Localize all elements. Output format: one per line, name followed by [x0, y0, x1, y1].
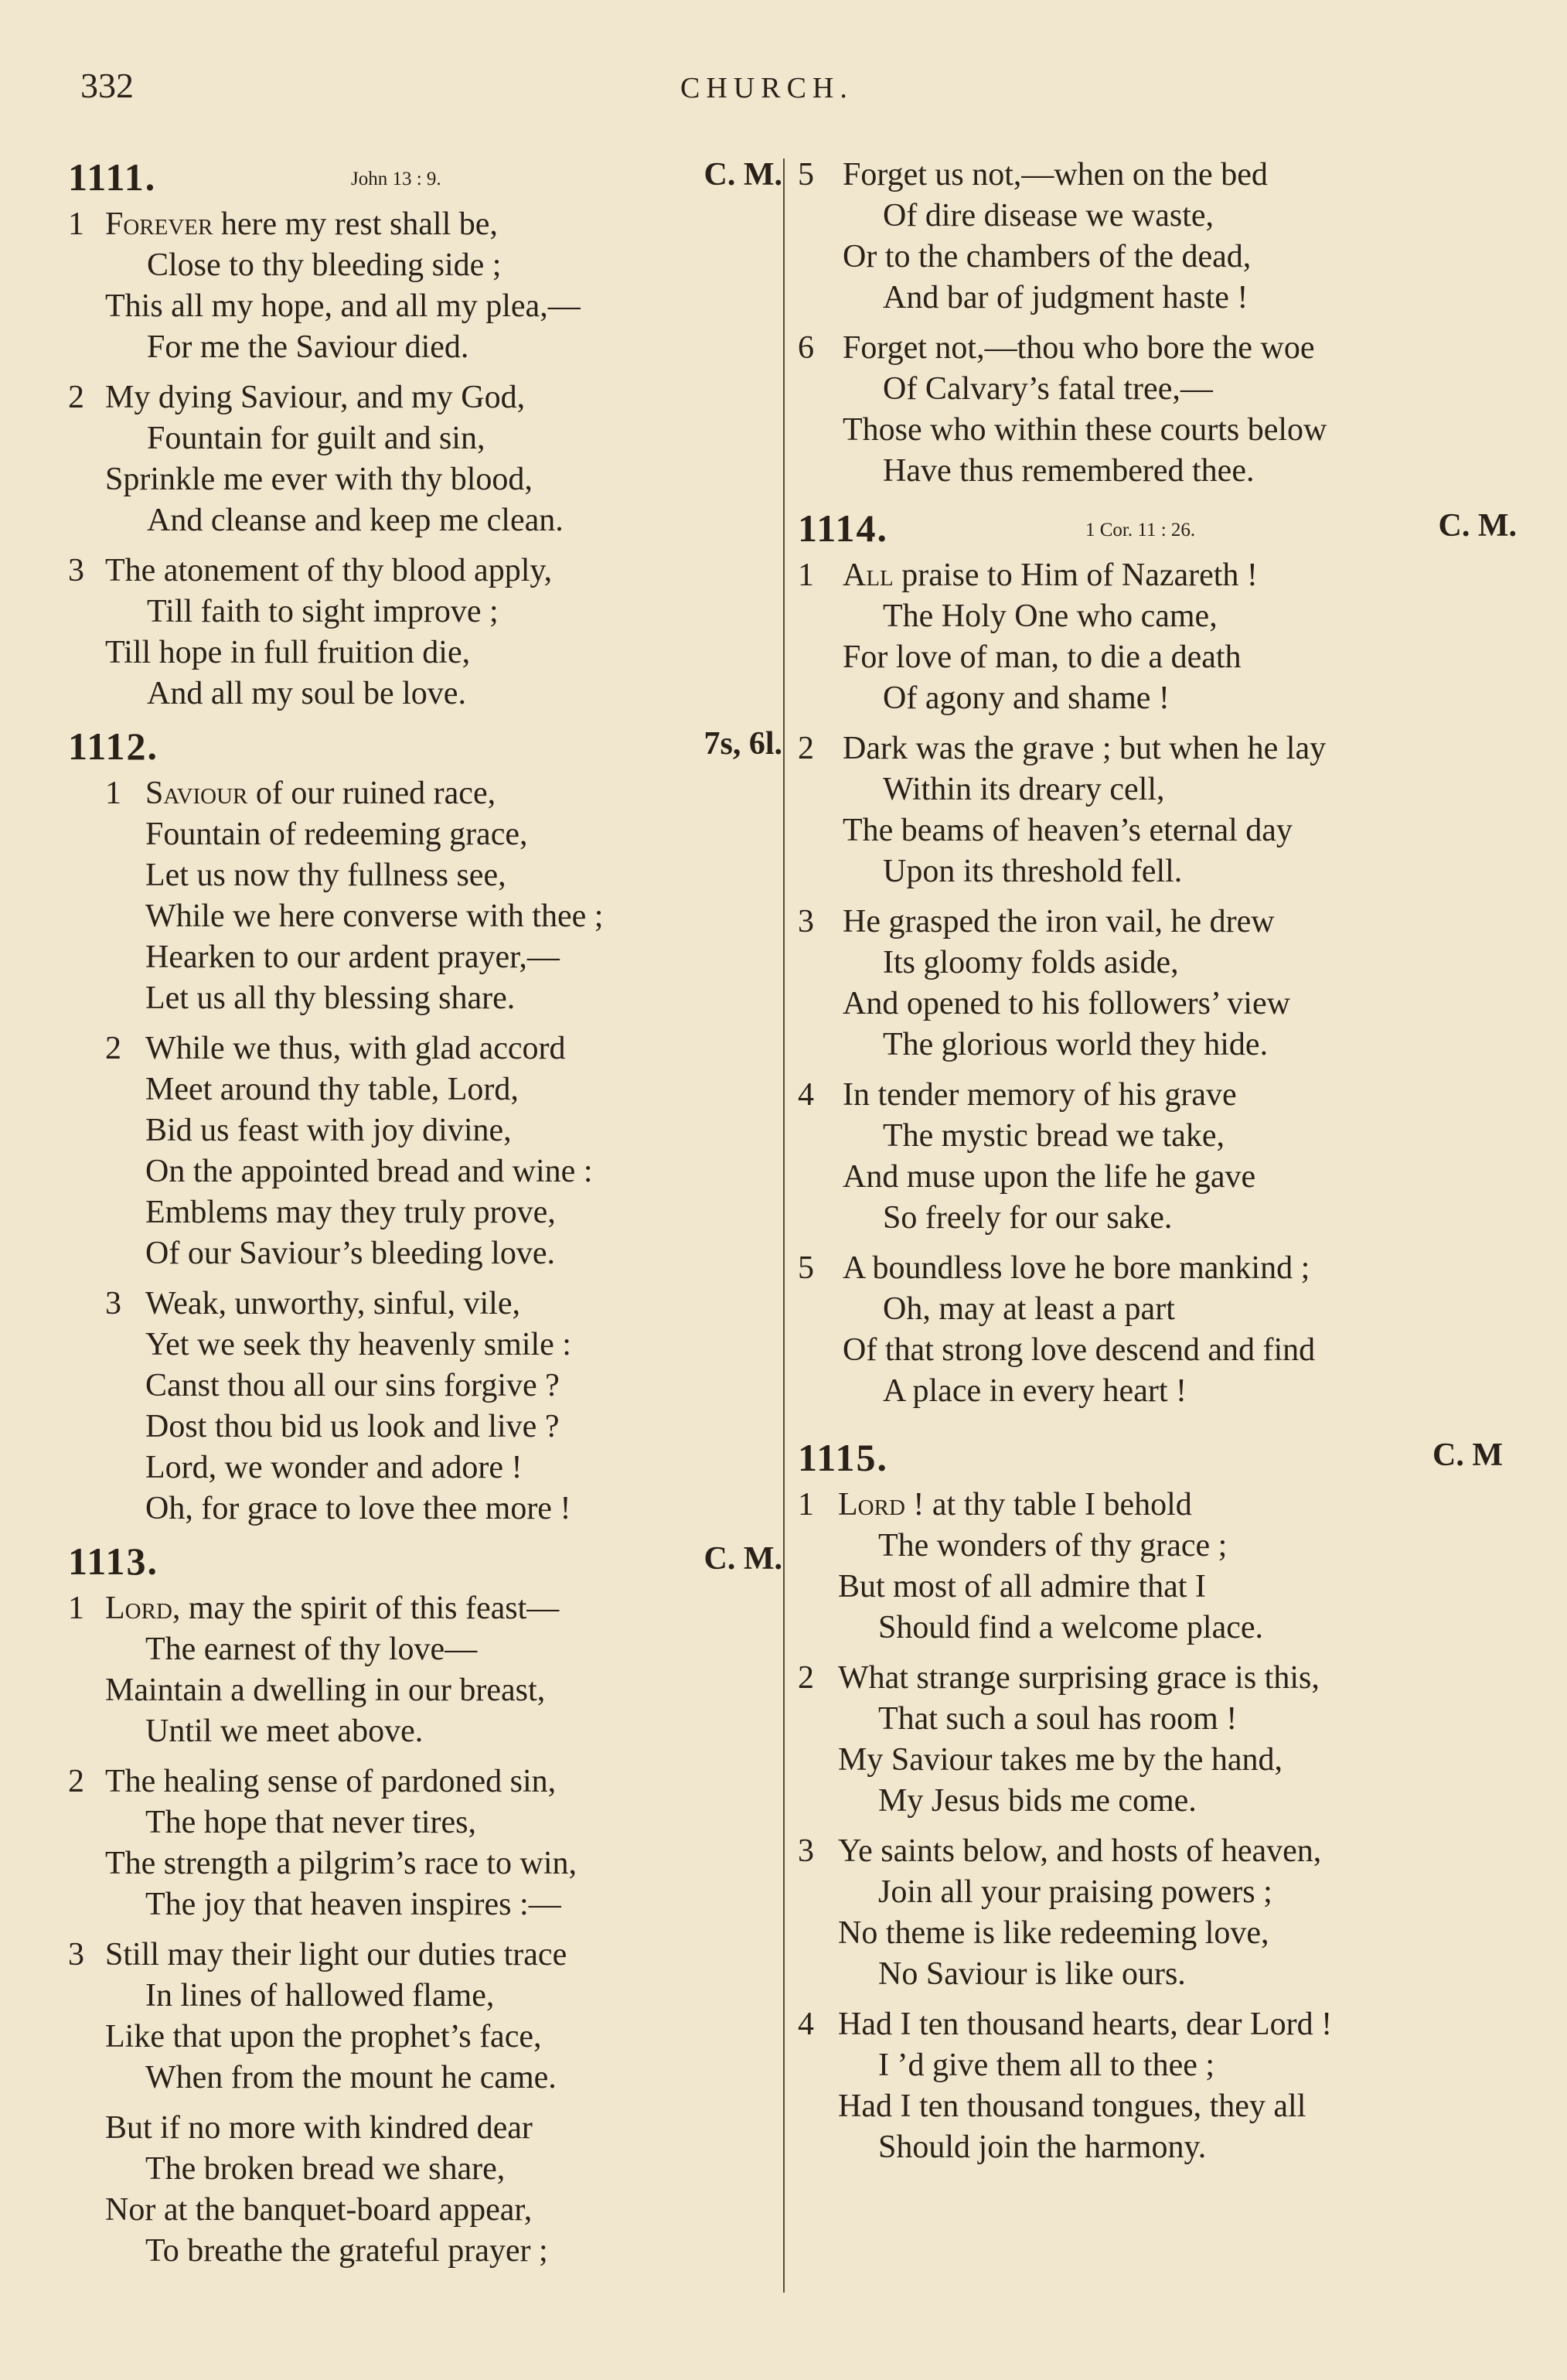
verse-line: Forget us not,—when on the bed — [843, 157, 1268, 193]
hymn-1115 — [798, 1435, 1517, 2168]
verse-line — [105, 1588, 779, 1629]
verse-line: And opened to his followers’ view — [843, 986, 1290, 1021]
verse-line: Yet we seek thy heavenly smile : — [145, 1327, 571, 1362]
stanza-number: 3 — [68, 1937, 84, 1973]
verse-line: The broken bread we share, — [145, 2151, 506, 2187]
left-column — [68, 155, 782, 2281]
stanza — [68, 1588, 779, 1752]
verse-line: Should join the harmony. — [878, 2129, 1207, 2165]
verse-line: Let us all thy blessing share. — [145, 980, 516, 1016]
verse-line: The atonement of thy blood apply, — [105, 553, 553, 588]
stanza-number: 3 — [68, 553, 84, 588]
verse-line: The strength a pilgrim’s race to win, — [105, 1846, 577, 1881]
stanza-number: 1 — [798, 1487, 814, 1522]
verse-line: No Saviour is like ours. — [878, 1956, 1186, 1992]
verse-line: My Saviour takes me by the hand, — [838, 1742, 1283, 1778]
verse-line: And cleanse and keep me clean. — [147, 503, 564, 538]
verse-line: While we here converse with thee ; — [145, 898, 604, 934]
verse-line: Till hope in full fruition die, — [105, 635, 471, 670]
stanza — [798, 328, 1517, 492]
verse-line: The earnest of thy love— — [145, 1632, 478, 1667]
verse-line: Weak, unworthy, sinful, vile, — [145, 1286, 520, 1321]
verse-line: Lord, we wonder and adore ! — [145, 1450, 523, 1485]
stanza — [68, 2108, 779, 2272]
verse-line: The joy that heaven inspires :— — [145, 1887, 561, 1922]
hymn-number: 1115. — [798, 1436, 888, 1479]
verse-line: A place in every heart ! — [883, 1373, 1187, 1409]
verse-line: Maintain a dwelling in our breast, — [105, 1672, 546, 1708]
stanza-number: 5 — [798, 157, 814, 193]
stanza — [798, 1485, 1517, 1649]
first-word: Lord — [105, 1591, 172, 1626]
verse-line: Dost thou bid us look and live ? — [145, 1409, 560, 1444]
verse-line: What strange surprising grace is this, — [838, 1660, 1320, 1696]
verse-line: Like that upon the prophet’s face, — [105, 2019, 542, 2054]
verse-line: Of our Saviour’s bleeding love. — [145, 1236, 555, 1271]
verse-line: Within its dreary cell, — [883, 772, 1165, 807]
hymn-meter: 7s, 6l. — [703, 726, 782, 762]
stanza-number: 2 — [798, 1660, 814, 1696]
stanza — [68, 1761, 779, 1925]
verse-line: So freely for our sake. — [883, 1200, 1173, 1236]
scripture-reference: John 13 : 9. — [351, 169, 441, 189]
verse-line — [843, 555, 1517, 596]
verse-line: When from the mount he came. — [145, 2060, 557, 2095]
verse-line: Or to the chambers of the dead, — [843, 239, 1252, 274]
hymn-1113-continued — [798, 155, 1517, 492]
verse-line: Have thus remembered thee. — [883, 453, 1255, 489]
verse-line: The mystic bread we take, — [883, 1118, 1225, 1154]
verse-line: To breathe the grateful prayer ; — [145, 2233, 548, 2269]
stanza — [68, 1935, 779, 2099]
stanza — [798, 2004, 1517, 2168]
verse-line: Had I ten thousand tongues, they all — [838, 2088, 1306, 2124]
verse-line: Oh, may at least a part — [883, 1291, 1175, 1327]
stanza — [68, 773, 779, 1019]
verse-line — [145, 773, 779, 814]
verse-line: Sprinkle me ever with thy blood, — [105, 462, 533, 497]
stanza — [798, 728, 1517, 892]
stanza-number: 2 — [68, 380, 84, 415]
stanza-number: 4 — [798, 1077, 814, 1113]
verse-line: The beams of heaven’s eternal day — [843, 813, 1293, 848]
stanza — [68, 1284, 779, 1529]
line-text: of our ruined race, — [247, 776, 496, 811]
verse-line: While we thus, with glad accord — [145, 1031, 566, 1066]
verse-line: Until we meet above. — [145, 1713, 424, 1749]
line-text: praise to Him of Nazareth ! — [893, 557, 1258, 593]
verse-line: Of dire disease we waste, — [883, 198, 1214, 234]
verse-line: Till faith to sight improve ; — [147, 594, 499, 629]
stanza — [68, 551, 779, 714]
stanza-number: 4 — [798, 2007, 814, 2042]
column-divider — [783, 159, 785, 2293]
hymn-number: 1114. — [798, 506, 888, 550]
verse-line: But if no more with kindred dear — [105, 2110, 533, 2146]
stanza-number: 5 — [798, 1250, 814, 1286]
verse-line: For love of man, to die a death — [843, 639, 1242, 675]
verse-line: Hearken to our ardent prayer,— — [145, 939, 560, 975]
verse-line: Of that strong love descend and find — [843, 1332, 1316, 1368]
stanza — [798, 902, 1517, 1066]
hymn-header — [798, 1435, 1517, 1485]
verse-line: That such a soul has room ! — [878, 1701, 1238, 1737]
verse-line: Had I ten thousand hearts, dear Lord ! — [838, 2007, 1333, 2042]
stanza-number: 1 — [68, 206, 84, 242]
stanza — [68, 1028, 779, 1274]
stanza — [798, 155, 1517, 319]
verse-line: The Holy One who came, — [883, 598, 1218, 634]
verse-line: Bid us feast with joy divine, — [145, 1113, 512, 1148]
hymn-1112 — [68, 724, 782, 1529]
verse-line: Its gloomy folds aside, — [883, 945, 1179, 980]
stanza — [798, 1248, 1517, 1412]
stanza-number: 2 — [798, 731, 814, 766]
verse-line: Emblems may they truly prove, — [145, 1195, 556, 1230]
stanza — [798, 555, 1517, 719]
hymn-meter: C. M — [1432, 1437, 1503, 1473]
verse-line: Canst thou all our sins forgive ? — [145, 1368, 560, 1403]
verse-line: No theme is like redeeming love, — [838, 1915, 1269, 1951]
stanza-number: 3 — [105, 1286, 121, 1321]
verse-line: My Jesus bids me come. — [878, 1783, 1197, 1819]
right-column — [798, 155, 1517, 2177]
stanza — [798, 1831, 1517, 1995]
verse-line: Meet around thy table, Lord, — [145, 1072, 519, 1107]
verse-line: For me the Saviour died. — [147, 329, 469, 365]
hymn-meter: C. M. — [703, 157, 782, 193]
hymn-header — [798, 506, 1517, 555]
verse-line: In tender memory of his grave — [843, 1077, 1237, 1113]
hymn-header — [68, 155, 782, 204]
verse-line: Those who within these courts below — [843, 412, 1327, 448]
hymn-number: 1111. — [68, 155, 157, 199]
verse-line: Of agony and shame ! — [883, 680, 1170, 716]
verse-line: I ’d give them all to thee ; — [878, 2048, 1215, 2083]
hymn-header — [68, 1539, 782, 1588]
verse-line: In lines of hallowed flame, — [145, 1978, 495, 2013]
hymn-number: 1113. — [68, 1539, 158, 1583]
verse-line: Still may their light our duties trace — [105, 1937, 567, 1973]
scripture-reference: 1 Cor. 11 : 26. — [1085, 520, 1196, 540]
verse-line: The hope that never tires, — [145, 1805, 476, 1840]
verse-line: A boundless love he bore mankind ; — [843, 1250, 1310, 1286]
verse-line: Nor at the banquet-board appear, — [105, 2192, 533, 2228]
hymn-1113 — [68, 1539, 782, 2272]
hymn-number: 1112. — [68, 725, 158, 768]
stanza-number: 1 — [798, 557, 814, 593]
page-number: 332 — [80, 66, 134, 105]
verse-line: Fountain of redeeming grace, — [145, 817, 528, 852]
stanza — [798, 1658, 1517, 1822]
stanza-number: 3 — [798, 1833, 814, 1869]
verse-line: But most of all admire that I — [838, 1569, 1206, 1604]
verse-line: My dying Saviour, and my God, — [105, 380, 526, 415]
line-text: ! at thy table I behold — [904, 1487, 1192, 1522]
line-text: here my rest shall be, — [213, 206, 498, 242]
verse-line: Dark was the grave ; but when he lay — [843, 731, 1327, 766]
stanza-number: 2 — [105, 1031, 121, 1066]
verse-line: Join all your praising powers ; — [878, 1874, 1272, 1910]
hymn-header — [68, 724, 782, 773]
first-word: Lord — [838, 1487, 905, 1522]
verse-line: Should find a welcome place. — [878, 1610, 1264, 1645]
verse-line: The wonders of thy grace ; — [878, 1528, 1228, 1563]
stanza-number: 3 — [798, 904, 814, 939]
verse-line: Upon its threshold fell. — [883, 854, 1183, 889]
verse-line: The glorious world they hide. — [883, 1027, 1269, 1062]
line-text: , may the spirit of this feast— — [172, 1591, 560, 1626]
stanza-number: 1 — [105, 776, 121, 811]
verse-line — [838, 1485, 1517, 1526]
first-word: All — [843, 557, 894, 593]
stanza — [68, 377, 779, 541]
verse-line: He grasped the iron vail, he drew — [843, 904, 1275, 939]
page-header — [0, 0, 1567, 124]
verse-line: Forget not,—thou who bore the woe — [843, 330, 1315, 366]
verse-line: And all my soul be love. — [147, 676, 466, 711]
stanza-number: 1 — [68, 1591, 84, 1626]
hymn-1114 — [798, 506, 1517, 1412]
stanza — [68, 204, 779, 368]
verse-line: Ye saints below, and hosts of heaven, — [838, 1833, 1322, 1869]
verse-line: The healing sense of pardoned sin, — [105, 1764, 557, 1799]
stanza — [798, 1075, 1517, 1239]
stanza-number: 6 — [798, 330, 814, 366]
verse-line: Oh, for grace to love thee more ! — [145, 1491, 571, 1526]
verse-line: Close to thy bleeding side ; — [147, 247, 502, 283]
verse-line: On the appointed bread and wine : — [145, 1154, 593, 1189]
first-word: Saviour — [145, 776, 248, 811]
running-head: CHURCH. — [680, 72, 853, 104]
verse-line: Fountain for guilt and sin, — [147, 421, 485, 456]
hymn-meter: C. M. — [703, 1541, 782, 1577]
verse-line: Of Calvary’s fatal tree,— — [883, 371, 1213, 407]
first-word: Forever — [105, 206, 213, 242]
hymn-1111 — [68, 155, 782, 714]
hymn-meter: C. M. — [1438, 508, 1517, 544]
stanza-number: 2 — [68, 1764, 84, 1799]
verse-line: And bar of judgment haste ! — [883, 280, 1248, 315]
verse-line — [105, 204, 779, 245]
verse-line: This all my hope, and all my plea,— — [105, 288, 581, 324]
verse-line: Let us now thy fullness see, — [145, 858, 506, 893]
verse-line: And muse upon the life he gave — [843, 1159, 1256, 1195]
